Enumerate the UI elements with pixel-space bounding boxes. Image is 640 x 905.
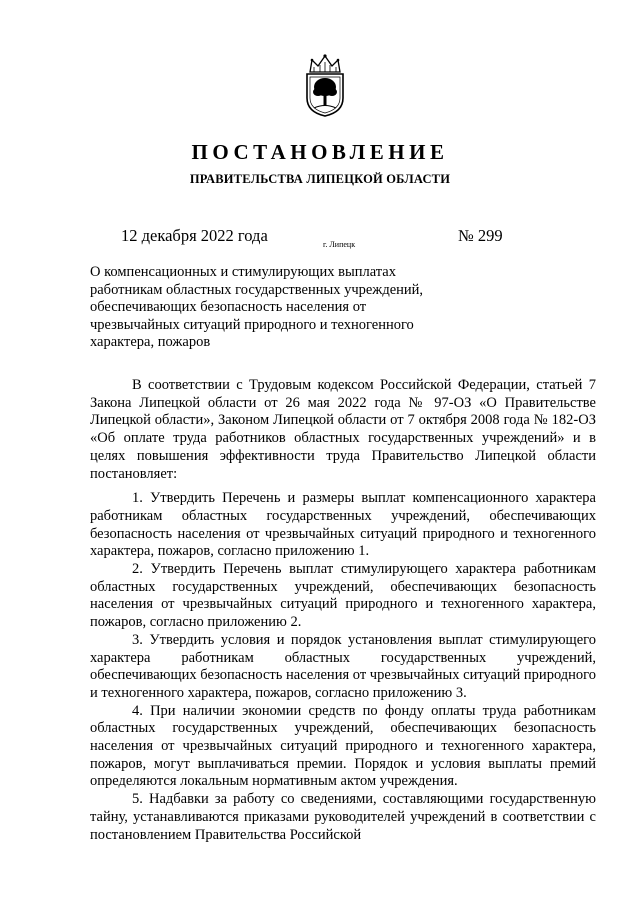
document-title: ПОСТАНОВЛЕНИЕ bbox=[191, 140, 449, 164]
coat-of-arms-icon bbox=[300, 52, 350, 118]
clause-4: 4. При наличии экономии средств по фонду оплаты труда работникам областных государственных учреждений, обеспечивающих безопасность населения от чрезвычайных ситуаций природного и техногенного характера, пожаров, могут выплачиваться премии. Порядок и условия выплаты премий определяются локальным нормативным актом учреждения. bbox=[90, 702, 596, 790]
document-subject: О компенсационных и стимулирующих выплатах работникам областных государственных учреждений, обеспечивающих безопасность населения от чрезвычайных ситуаций природного и техногенного характера, пожаров bbox=[90, 264, 424, 350]
clause-1: 1. Утвердить Перечень и размеры выплат компенсационного характера работникам областных государственных учреждений, обеспечивающих безопасность населения от чрезвычайных ситуаций природного и техногенного характера, пожаров, согласно приложению 1. bbox=[90, 490, 596, 560]
document-body bbox=[90, 377, 596, 844]
clause-3: 3. Утвердить условия и порядок установления выплат стимулирующего характера работникам областных государственных учреждений, обеспечивающих безопасность населения от чрезвычайных ситуаций природного и техногенного характера, пожаров, согласно приложению 3. bbox=[90, 631, 596, 701]
document-date: 12 декабря 2022 года bbox=[121, 226, 268, 245]
issuer-name: ПРАВИТЕЛЬСТВА ЛИПЕЦКОЙ ОБЛАСТИ bbox=[189, 172, 451, 186]
preamble-paragraph: В соответствии с Трудовым кодексом Российской Федерации, статьей 7 Закона Липецкой области от 26 мая 2022 года № 97-ОЗ «О Правительстве Липецкой области», Законом Липецкой области от 7 октября 2008 года № 182-ОЗ «Об оплате труда работников областных государственных учреждений» и в целях повышения эффективности труда Правительство Липецкой области постановляет: bbox=[90, 377, 596, 482]
clause-5: 5. Надбавки за работу со сведениями, составляющими государственную тайну, устанавливаются приказами руководителей учреждений в соответствии с постановлением Правительства Российской bbox=[90, 791, 596, 843]
clause-2: 2. Утвердить Перечень выплат стимулирующего характера работникам областных государственных учреждений, обеспечивающих безопасность населения от чрезвычайных ситуаций природного и техногенного характера, пожаров, согласно приложению 2. bbox=[90, 561, 596, 631]
document-number: № 299 bbox=[458, 226, 503, 245]
document-city: г. Липецк bbox=[323, 240, 356, 249]
